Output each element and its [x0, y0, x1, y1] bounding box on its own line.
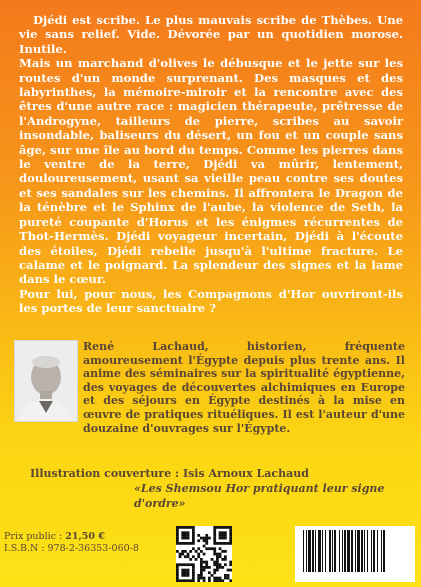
credits-label: Illustration couverture :: [30, 467, 183, 480]
isbn-line: [4, 543, 164, 555]
price-line: [4, 531, 164, 543]
blurb-paragraph-2: Mais un marchand d'olives le débusque et le jette sur les routes d'un monde surprenant. Des masques et des labyrinthes, la mémoire-miroir et la rencontre avec des êtres d'une autre race : magicien thérapeute, prêtresse de l'Androgyne, tailleurs de pierre, scribes au savoir insondable, baliseurs du désert, un fou et un couple sans âge, sur une île au bord du temps. Comme les pierres dans le ventre de la terre, Djédi va mûrir, lentement, douloureusement, usant sa vieille peau contre ses doutes et ses sandales sur les chemins. Il affrontera le Dragon de la ténèbre et le Sphinx de l'aube, la violence de Seth, la pureté coupante d'Horus et les énigmes récurrentes de Thot-Hermès. Djédi voyageur incertain, Djédi à l'écoute des étoiles, Djédi rebelle jusqu'à l'ultime fracture. Le calame et le poignard. La splendeur des signes et la lame dans le cœur.: [19, 56, 403, 287]
blurb-paragraph-1: Djédi est scribe. Le plus mauvais scribe de Thèbes. Une vie sans relief. Vide. Dévorée par un quotidien morose. Inutile.: [19, 13, 403, 56]
credits-artist: Isis Arnoux Lachaud: [182, 467, 309, 480]
author-portrait-icon: [15, 341, 77, 421]
author-photo: [14, 340, 78, 422]
barcode-icon: [295, 526, 415, 582]
isbn-value: 978-2-36353-060-8: [47, 543, 139, 554]
blurb-paragraph-3: Pour lui, pour nous, les Compagnons d'Hor ouvriront-ils les portes de leur sanctuaire ?: [19, 286, 403, 316]
barcode: [295, 526, 415, 582]
qr-code: [176, 526, 232, 582]
qr-code-icon: [176, 526, 232, 582]
price-block: [4, 531, 164, 555]
author-bio: René Lachaud, historien, fréquente amoureusement l'Égypte depuis plus trente ans. Il anime des séminaires sur la spiritualité égyptienne, des voyages de découvertes alchimiques en Europe et des séjours en Égypte destinés à la mise en œuvre de pratiques rituéliques. Il est l'auteur d'une douzaine d'ouvrages sur l'Égypte.: [83, 340, 405, 435]
price-value: 21,50 €: [65, 531, 105, 542]
isbn-label: I.S.B.N :: [4, 543, 48, 554]
illustration-credits: [30, 466, 390, 511]
price-label: Prix public :: [4, 531, 66, 542]
blurb: [19, 13, 403, 316]
credits-line: [30, 466, 390, 481]
credits-caption: «Les Shemsou Hor pratiquant leur signe d'ordre»: [134, 482, 385, 510]
